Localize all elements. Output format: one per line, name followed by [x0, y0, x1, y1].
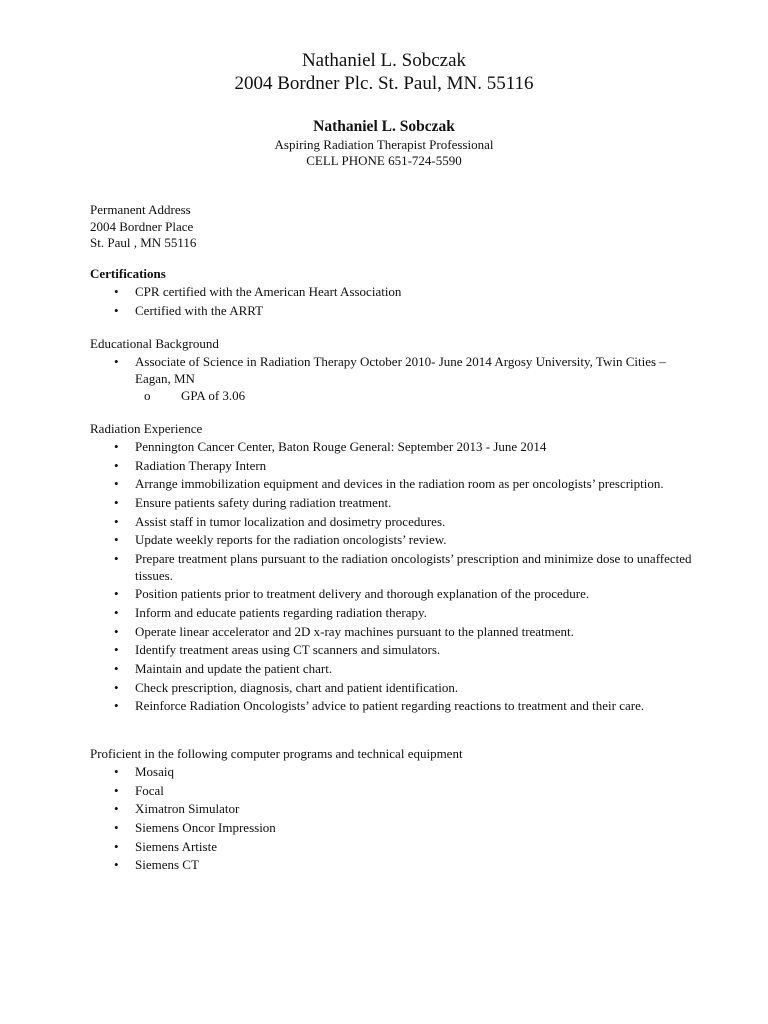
header-address: 2004 Bordner Plc. St. Paul, MN. 55116	[234, 73, 534, 94]
list-item	[114, 624, 694, 641]
list-item-text: Radiation Therapy Intern	[135, 457, 267, 473]
list-item	[114, 586, 694, 603]
list-item	[114, 354, 674, 387]
list-item-text: Siemens Oncor Impression	[135, 820, 276, 836]
bullet-icon: •	[114, 801, 119, 817]
permanent-address-label: Permanent Address	[90, 202, 191, 217]
list-item-text: Assist staff in tumor localization and dosimetry procedures.	[135, 513, 446, 529]
list-item-text: Update weekly reports for the radiation oncologists’ review.	[135, 532, 447, 548]
list-item-text: Ensure patients safety during radiation treatment.	[135, 495, 392, 511]
list-item-text: Identify treatment areas using CT scanners and simulators.	[135, 642, 441, 658]
list-item	[114, 284, 694, 301]
list-item-text: Certified with the ARRT	[135, 302, 264, 318]
list-item-text: Siemens CT	[135, 857, 199, 873]
bullet-icon: •	[114, 495, 119, 511]
address-line-1: 2004 Bordner Place	[90, 218, 194, 234]
education-subitem	[144, 388, 245, 405]
tagline: Aspiring Radiation Therapist Professional	[274, 137, 494, 152]
list-item	[114, 439, 694, 456]
bullet-icon: •	[114, 476, 119, 492]
list-item	[114, 698, 694, 715]
list-item-text: Prepare treatment plans pursuant to the radiation oncologists’ prescription and minimize dose to unaffected tissues.	[135, 551, 692, 583]
list-item	[114, 303, 694, 320]
permanent-address-block	[90, 202, 690, 252]
list-item-text: Pennington Cancer Center, Baton Rouge General: September 2013 - June 2014	[135, 439, 547, 454]
list-item	[114, 820, 694, 837]
bullet-icon: •	[114, 439, 119, 454]
proficiency-list	[114, 764, 694, 876]
list-item-text: Reinforce Radiation Oncologists’ advice to patient regarding reactions to treatment and their care.	[135, 698, 645, 714]
subheader-name: Nathaniel L. Sobczak	[313, 118, 455, 135]
bullet-icon: •	[114, 513, 119, 529]
list-item-text: CPR certified with the American Heart Association	[135, 284, 402, 299]
list-item	[114, 514, 694, 531]
list-item	[114, 551, 694, 584]
bullet-icon: •	[114, 623, 119, 639]
list-item	[114, 532, 694, 549]
bullet-icon: •	[114, 551, 119, 567]
list-item	[114, 680, 694, 697]
list-item-text: Operate linear accelerator and 2D x-ray machines pursuant to the planned treatment.	[135, 623, 574, 639]
bullet-icon: •	[114, 605, 119, 620]
list-item-text: Arrange immobilization equipment and devices in the radiation room as per oncologists’ prescription.	[135, 476, 664, 492]
bullet-icon: •	[114, 642, 119, 658]
list-item-text: Siemens Artiste	[135, 838, 217, 854]
phone-line: CELL PHONE 651-724-5590	[306, 153, 462, 168]
bullet-icon: •	[114, 782, 119, 798]
education-list	[114, 354, 674, 389]
education-title: Educational Background	[90, 336, 219, 351]
list-item-text: Focal	[135, 782, 164, 798]
list-item	[114, 857, 694, 874]
proficiency-title: Proficient in the following computer programs and technical equipment	[90, 746, 463, 761]
list-item	[114, 495, 694, 512]
bullet-icon: •	[114, 764, 119, 779]
certifications-list	[114, 284, 694, 321]
list-item-text: Mosaiq	[135, 764, 174, 779]
list-item	[114, 839, 694, 856]
bullet-icon: •	[114, 586, 119, 602]
bullet-icon: •	[114, 284, 119, 299]
bullet-icon: •	[114, 457, 119, 473]
bullet-icon: •	[114, 354, 119, 369]
list-item	[114, 642, 694, 659]
list-item-text: Position patients prior to treatment delivery and thorough explanation of the procedure.	[135, 586, 590, 602]
list-item-text: Maintain and update the patient chart.	[135, 661, 333, 677]
list-item	[114, 458, 694, 475]
list-item	[114, 661, 694, 678]
bullet-icon: •	[114, 698, 119, 714]
circle-bullet-icon: o	[144, 388, 151, 403]
list-item	[114, 605, 694, 622]
certifications-title: Certifications	[90, 266, 166, 281]
bullet-icon: •	[114, 302, 119, 318]
bullet-icon: •	[114, 532, 119, 548]
list-item-text: Associate of Science in Radiation Therapy October 2010- June 2014 Argosy University, Twin Cities – Eagan, MN	[135, 354, 666, 386]
list-item	[114, 801, 694, 818]
bullet-icon: •	[114, 820, 119, 836]
list-item-text: Inform and educate patients regarding radiation therapy.	[135, 605, 427, 620]
bullet-icon: •	[114, 857, 119, 873]
list-item-text: Check prescription, diagnosis, chart and patient identification.	[135, 679, 459, 695]
list-item	[114, 764, 694, 781]
bullet-icon: •	[114, 838, 119, 854]
bullet-icon: •	[114, 679, 119, 695]
bullet-icon: •	[114, 661, 119, 677]
gpa-text: GPA of 3.06	[181, 388, 246, 403]
list-item	[114, 783, 694, 800]
list-item	[114, 476, 694, 493]
experience-title: Radiation Experience	[90, 421, 203, 436]
address-line-2: St. Paul , MN 55116	[90, 235, 197, 250]
experience-list	[114, 439, 694, 717]
list-item-text: Ximatron Simulator	[135, 801, 240, 817]
header-name: Nathaniel L. Sobczak	[301, 50, 467, 71]
